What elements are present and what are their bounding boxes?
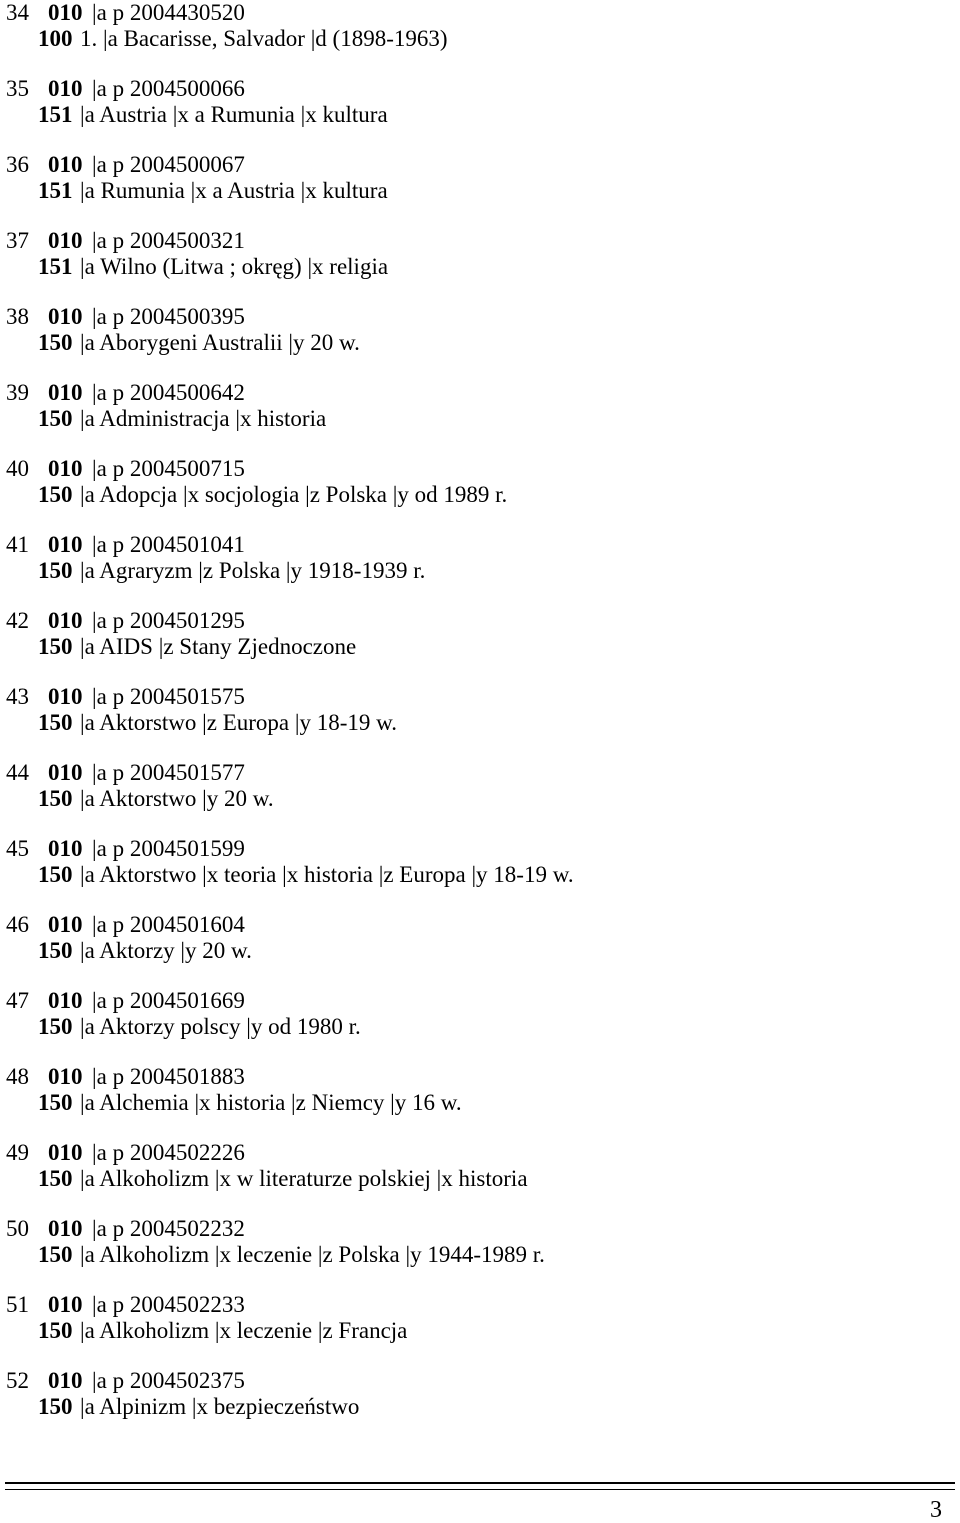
field-tag: 010 xyxy=(48,836,83,861)
field-content: |a Administracja |x historia xyxy=(80,405,327,431)
field-content: |a Aktorzy |y 20 w. xyxy=(80,937,252,963)
record-number: 48 xyxy=(6,1064,29,1089)
field-tag: 010 xyxy=(48,76,83,101)
field-content: |a AIDS |z Stany Zjednoczone xyxy=(80,633,357,659)
record-number: 37 xyxy=(6,228,29,253)
field-content: |a p 2004502375 xyxy=(92,1368,245,1393)
field-content: |a Alpinizm |x bezpieczeństwo xyxy=(80,1393,360,1419)
field-tag: 150 xyxy=(38,1317,73,1343)
field-tag: 150 xyxy=(38,329,73,355)
field-content: |a p 2004501295 xyxy=(92,608,245,633)
field-tag: 150 xyxy=(38,633,73,659)
field-tag: 010 xyxy=(48,912,83,937)
field-content: |a Aborygeni Australii |y 20 w. xyxy=(80,329,360,355)
field-content: |a p 2004501669 xyxy=(92,988,245,1013)
field-content: |a p 2004500715 xyxy=(92,456,245,481)
record-number: 36 xyxy=(6,152,29,177)
field-content: |a p 2004430520 xyxy=(92,0,245,25)
field-tag: 150 xyxy=(38,785,73,811)
field-tag: 151 xyxy=(38,253,73,279)
field-content: |a Alkoholizm |x leczenie |z Francja xyxy=(80,1317,408,1343)
record-number: 47 xyxy=(6,988,29,1013)
field-tag: 150 xyxy=(38,1241,73,1267)
record-number: 39 xyxy=(6,380,29,405)
field-tag: 010 xyxy=(48,380,83,405)
field-tag: 150 xyxy=(38,557,73,583)
field-tag: 010 xyxy=(48,1292,83,1317)
field-content: |a Aktorzy polscy |y od 1980 r. xyxy=(80,1013,361,1039)
page-number: 3 xyxy=(930,1497,942,1523)
record-number: 44 xyxy=(6,760,29,785)
field-tag: 150 xyxy=(38,481,73,507)
record-number: 42 xyxy=(6,608,29,633)
field-content: |a Wilno (Litwa ; okręg) |x religia xyxy=(80,253,389,279)
field-tag: 150 xyxy=(38,709,73,735)
field-tag: 150 xyxy=(38,1013,73,1039)
field-content: |a p 2004502233 xyxy=(92,1292,245,1317)
field-tag: 150 xyxy=(38,405,73,431)
field-content: |a p 2004501883 xyxy=(92,1064,245,1089)
field-tag: 150 xyxy=(38,1089,73,1115)
field-tag: 010 xyxy=(48,1216,83,1241)
field-content: 1. |a Bacarisse, Salvador |d (1898-1963) xyxy=(80,25,448,51)
field-tag: 010 xyxy=(48,608,83,633)
field-tag: 010 xyxy=(48,0,83,25)
field-tag: 010 xyxy=(48,228,83,253)
field-tag: 010 xyxy=(48,988,83,1013)
record-number: 45 xyxy=(6,836,29,861)
record-number: 35 xyxy=(6,76,29,101)
field-tag: 150 xyxy=(38,861,73,887)
record-number: 51 xyxy=(6,1292,29,1317)
field-tag: 151 xyxy=(38,101,73,127)
field-tag: 010 xyxy=(48,684,83,709)
field-tag: 010 xyxy=(48,152,83,177)
field-content: |a p 2004501599 xyxy=(92,836,245,861)
field-content: |a p 2004500066 xyxy=(92,76,245,101)
field-tag: 010 xyxy=(48,456,83,481)
field-content: |a p 2004502232 xyxy=(92,1216,245,1241)
field-content: |a p 2004501577 xyxy=(92,760,245,785)
field-content: |a p 2004500067 xyxy=(92,152,245,177)
field-tag: 100 xyxy=(38,25,73,51)
field-content: |a p 2004501575 xyxy=(92,684,245,709)
record-number: 38 xyxy=(6,304,29,329)
field-content: |a p 2004500395 xyxy=(92,304,245,329)
field-content: |a p 2004501041 xyxy=(92,532,245,557)
field-content: |a Aktorstwo |x teoria |x historia |z Europa |y 18-19 w. xyxy=(80,861,574,887)
field-content: |a p 2004500642 xyxy=(92,380,245,405)
field-tag: 010 xyxy=(48,1140,83,1165)
field-content: |a Adopcja |x socjologia |z Polska |y od 1989 r. xyxy=(80,481,508,507)
field-content: |a Alkoholizm |x leczenie |z Polska |y 1944-1989 r. xyxy=(80,1241,545,1267)
record-number: 50 xyxy=(6,1216,29,1241)
field-tag: 150 xyxy=(38,1393,73,1419)
footer-rule-thick xyxy=(5,1482,955,1484)
field-content: |a p 2004500321 xyxy=(92,228,245,253)
field-tag: 010 xyxy=(48,304,83,329)
field-tag: 010 xyxy=(48,1368,83,1393)
field-content: |a p 2004501604 xyxy=(92,912,245,937)
field-tag: 150 xyxy=(38,1165,73,1191)
record-number: 43 xyxy=(6,684,29,709)
field-content: |a Aktorstwo |z Europa |y 18-19 w. xyxy=(80,709,398,735)
field-tag: 010 xyxy=(48,1064,83,1089)
field-content: |a Rumunia |x a Austria |x kultura xyxy=(80,177,388,203)
field-content: |a Aktorstwo |y 20 w. xyxy=(80,785,274,811)
field-content: |a Agraryzm |z Polska |y 1918-1939 r. xyxy=(80,557,426,583)
field-content: |a Alkoholizm |x w literaturze polskiej |x historia xyxy=(80,1165,528,1191)
field-tag: 150 xyxy=(38,937,73,963)
footer-rule-thin xyxy=(5,1489,955,1490)
field-tag: 010 xyxy=(48,532,83,557)
record-number: 34 xyxy=(6,0,29,25)
field-content: |a Austria |x a Rumunia |x kultura xyxy=(80,101,388,127)
field-tag: 151 xyxy=(38,177,73,203)
field-content: |a Alchemia |x historia |z Niemcy |y 16 w. xyxy=(80,1089,462,1115)
record-number: 40 xyxy=(6,456,29,481)
field-content: |a p 2004502226 xyxy=(92,1140,245,1165)
field-tag: 010 xyxy=(48,760,83,785)
record-number: 46 xyxy=(6,912,29,937)
record-number: 52 xyxy=(6,1368,29,1393)
record-number: 49 xyxy=(6,1140,29,1165)
record-number: 41 xyxy=(6,532,29,557)
